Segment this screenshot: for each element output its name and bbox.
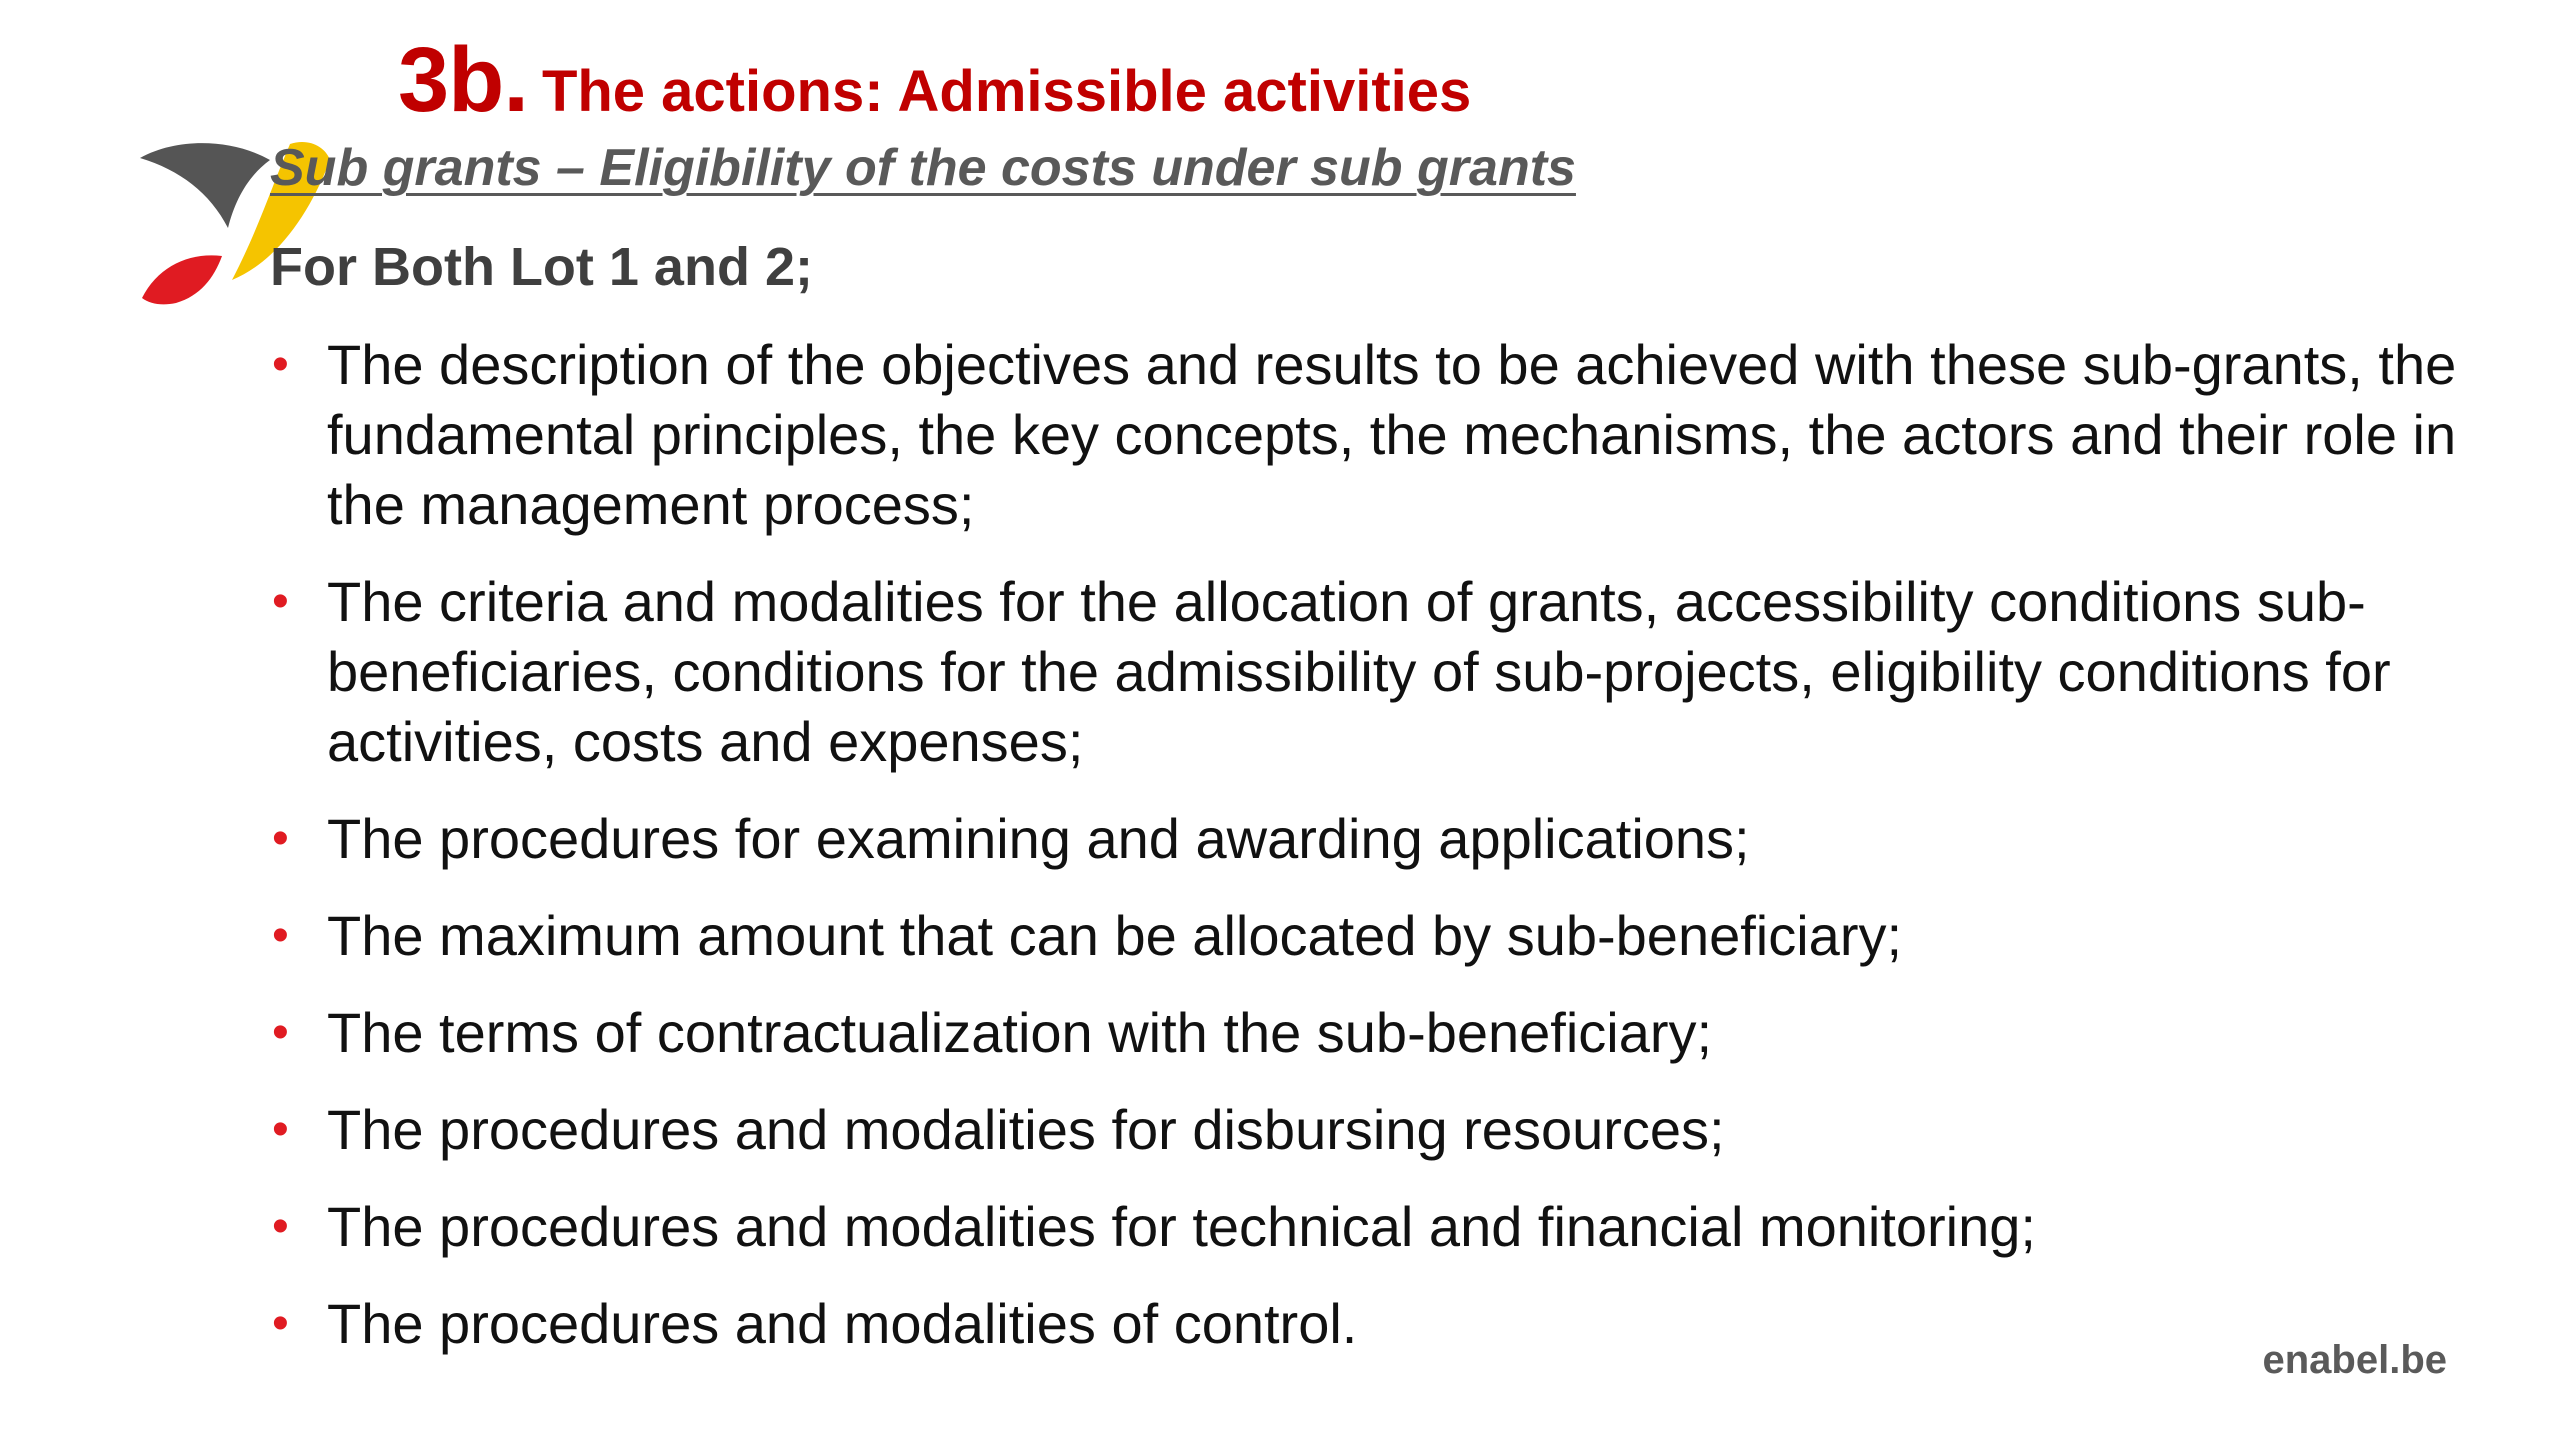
footer-website: enabel.be xyxy=(2262,1338,2447,1382)
bullet-dot-icon: • xyxy=(272,1103,289,1156)
slide-title xyxy=(398,28,1471,133)
bullet-text: The procedures and modalities of control. xyxy=(327,1292,1358,1355)
bullet-text: The procedures and modalities for disbursing resources; xyxy=(327,1098,1725,1161)
lot-heading: For Both Lot 1 and 2; xyxy=(270,237,813,297)
bullet-dot-icon: • xyxy=(272,1297,289,1350)
bullet-item xyxy=(270,1289,2470,1359)
bullet-text: The criteria and modalities for the allocation of grants, accessibility conditions sub-beneficiaries, conditions for the admissibility of sub-projects, eligibility conditions for activities, costs and expenses; xyxy=(327,570,2391,773)
bullet-dot-icon: • xyxy=(272,1200,289,1253)
bullet-dot-icon: • xyxy=(272,575,289,628)
bullet-text: The procedures and modalities for technical and financial monitoring; xyxy=(327,1195,2036,1258)
slide-title-text: The actions: Admissible activities xyxy=(541,59,1472,124)
bullet-list xyxy=(270,330,2470,1386)
bullet-item xyxy=(270,567,2470,777)
bullet-item xyxy=(270,804,2470,874)
bullet-dot-icon: • xyxy=(272,1006,289,1059)
slide-title-number: 3b. xyxy=(398,29,528,131)
bullet-dot-icon: • xyxy=(272,909,289,962)
bullet-item xyxy=(270,1192,2470,1262)
bullet-item xyxy=(270,901,2470,971)
bullet-item xyxy=(270,998,2470,1068)
bullet-item xyxy=(270,330,2470,540)
bullet-text: The terms of contractualization with the sub-beneficiary; xyxy=(327,1001,1713,1064)
bullet-text: The procedures for examining and awarding applications; xyxy=(327,807,1750,870)
logo-gray-wing xyxy=(140,143,270,228)
bullet-dot-icon: • xyxy=(272,338,289,391)
bullet-text: The description of the objectives and results to be achieved with these sub-grants, the fundamental principles, the key concepts, the mechanisms, the actors and their role in the management process; xyxy=(327,333,2457,536)
bullet-item xyxy=(270,1095,2470,1165)
bullet-dot-icon: • xyxy=(272,812,289,865)
bullet-text: The maximum amount that can be allocated by sub-beneficiary; xyxy=(327,904,1903,967)
slide-subtitle: Sub grants – Eligibility of the costs under sub grants xyxy=(270,139,1576,197)
logo-red-wing xyxy=(142,255,222,304)
